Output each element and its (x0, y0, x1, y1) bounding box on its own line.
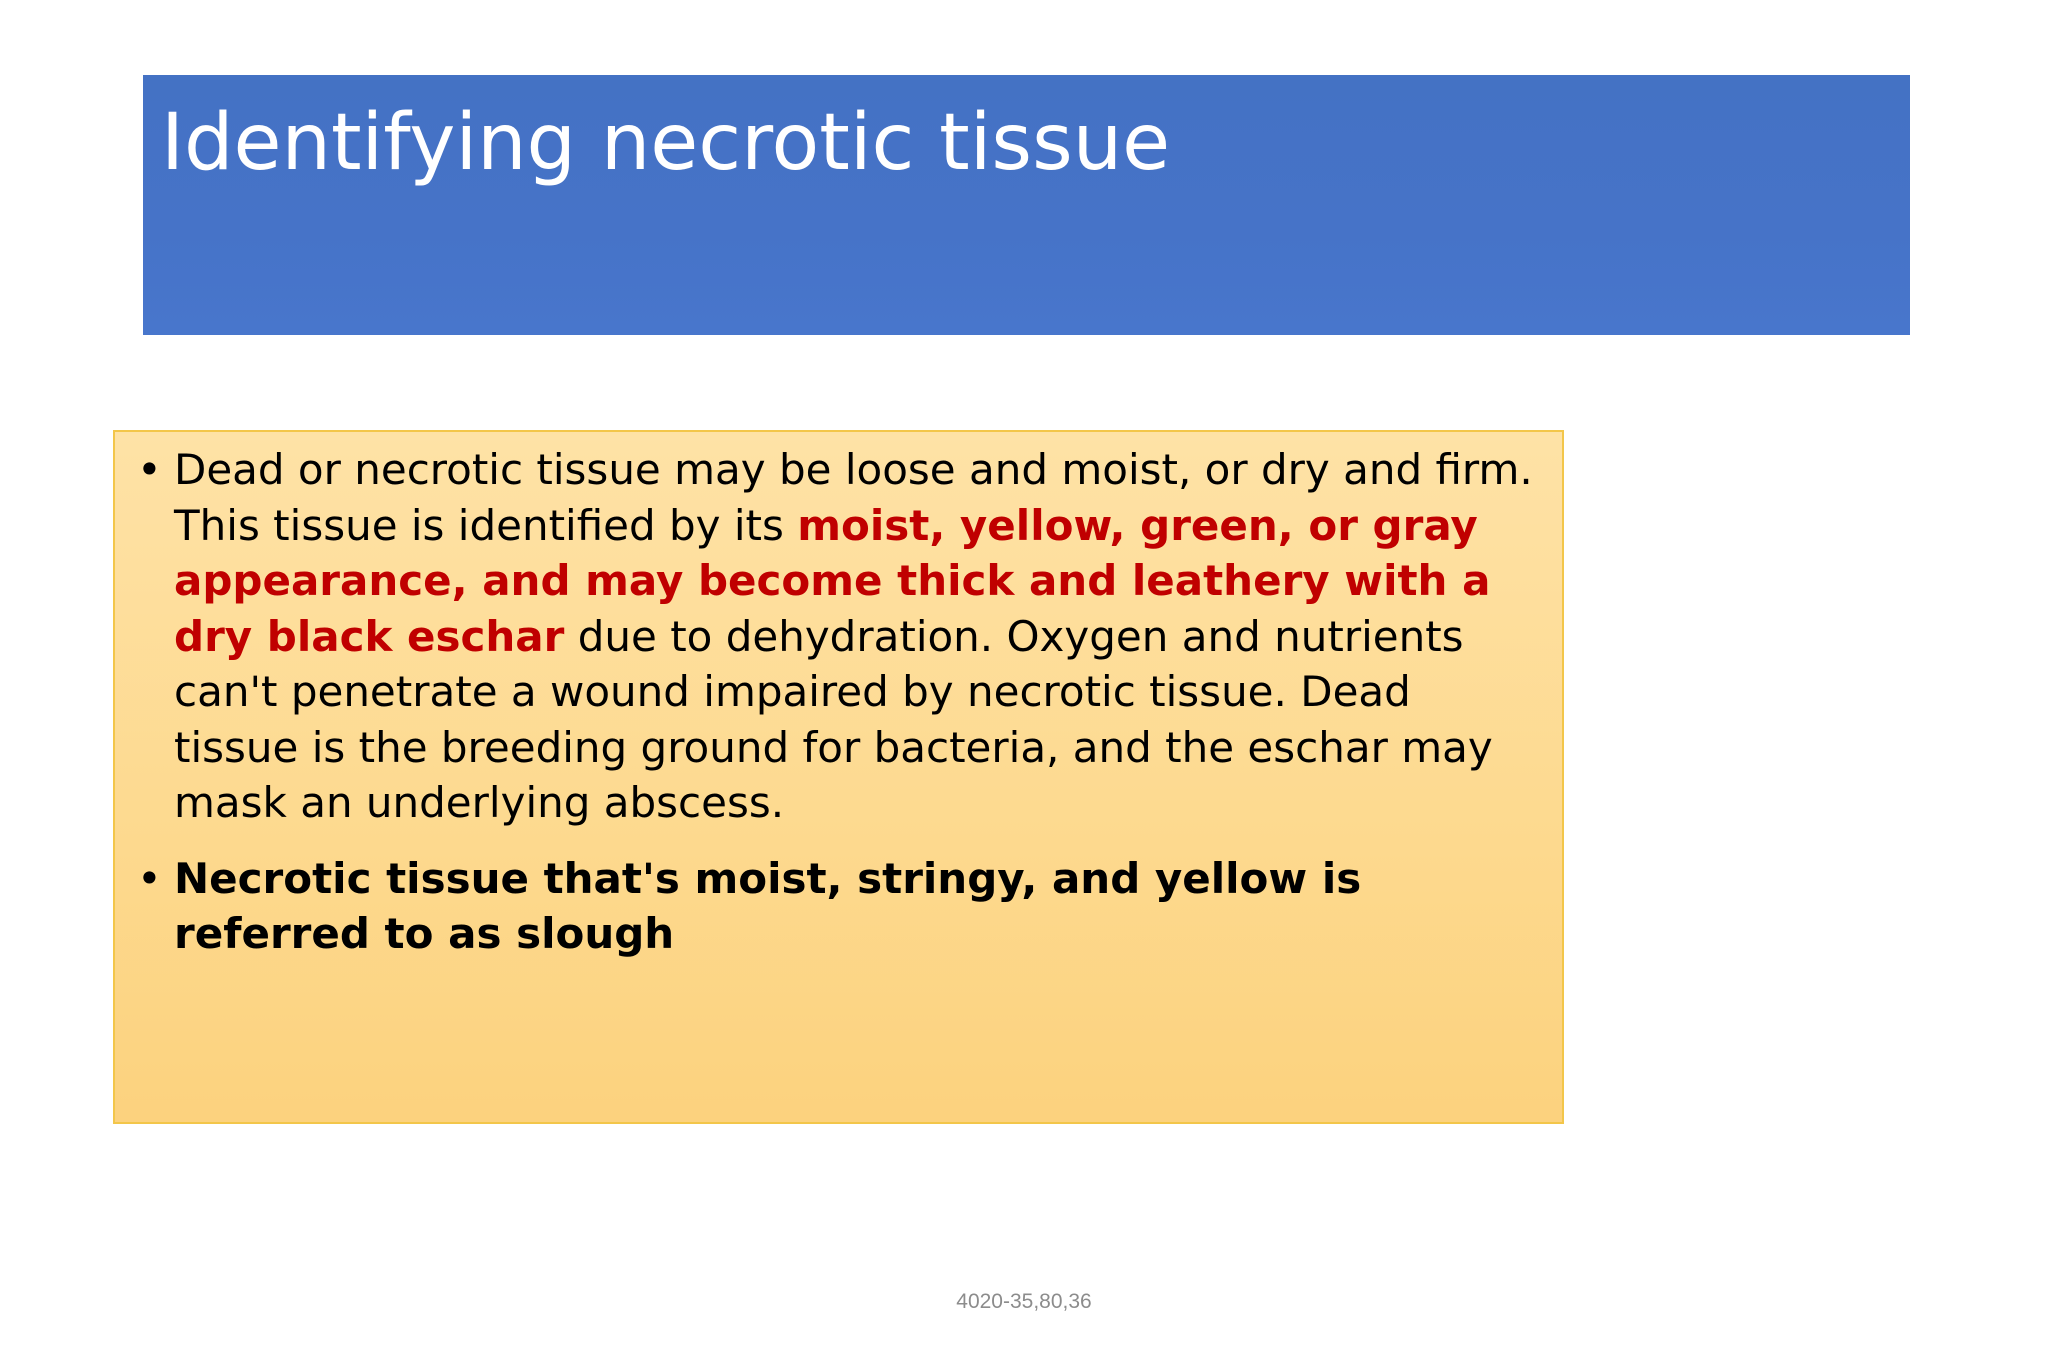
bullet-icon: • (137, 853, 162, 903)
bullet-item-slough (137, 851, 1547, 962)
bullet-text-intro: Dead or necrotic tissue may be loose and moist, or dry and firm. This tissue is identified by its (174, 445, 1533, 550)
slide-title: Identifying necrotic tissue (161, 98, 1171, 188)
bullet-text-highlight: moist, yellow, green, or gray appearance, and may become thick and leathery with a dry black eschar (174, 500, 1491, 661)
bullet-item-necrotic-description (137, 442, 1547, 831)
content-box (113, 430, 1564, 1124)
bullet-icon: • (137, 445, 162, 494)
slide-footer: 4020-35,80,36 (956, 1290, 1092, 1313)
bullet-list (137, 442, 1547, 982)
bullet-text-slough: Necrotic tissue that's moist, stringy, and yellow is referred to as slough (174, 853, 1362, 958)
title-banner (143, 75, 1910, 335)
bullet-text-rest: due to dehydration. Oxygen and nutrients can't penetrate a wound impaired by necrotic tissue. Dead tissue is the breeding ground for bacteria, and the eschar may mask an underlying abscess. (174, 611, 1493, 827)
